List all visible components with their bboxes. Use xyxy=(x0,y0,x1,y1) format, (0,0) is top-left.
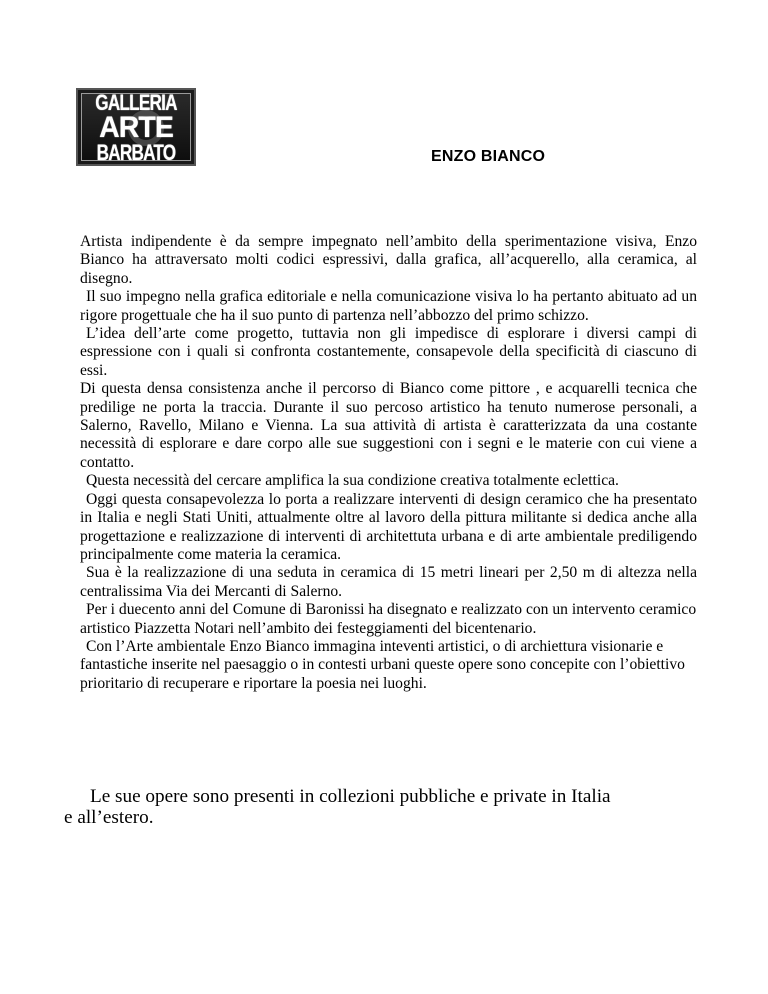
paragraph-9: Con l’Arte ambientale Enzo Bianco immagina inteventi artistici, o di archiettura visionarie e fantastiche inserite nel paesaggio o in contesti urbani queste opere sono concepite con l’obiettivo prioritario di recuperare e riportare la poesia nei luoghi. xyxy=(80,637,685,692)
paragraph-6: Oggi questa consapevolezza lo porta a realizzare interventi di design ceramico che ha presentato in Italia e negli Stati Uniti, attualmente oltre al lavoro della pittura militante si dedica anche alla progettazione e realizzazione di interventi di architettuta urbana e di arte ambientale prediligendo principalmente come materia la ceramica. xyxy=(80,490,697,563)
closing-statement xyxy=(64,786,704,828)
page-title: ENZO BIANCO xyxy=(431,148,546,165)
paragraph-4: Di questa densa consistenza anche il percorso di Bianco come pittore , e acquarelli tecnica che predilige ne porta la traccia. Durante il suo percoso artistico ha tenuto numerose personali, a Salerno, Ravello, Milano e Vienna. La sua attività di artista è caratterizzata da una costante necessità di esplorare e dare corpo alle sue suggestioni con i segni e le materie con cui viene a contatto. xyxy=(80,380,697,471)
paragraph-2: Il suo impegno nella grafica editoriale e nella comunicazione visiva lo ha pertanto abituato ad un rigore progettuale che ha il suo punto di partenza nell’abbozzo del primo schizzo. xyxy=(80,288,697,324)
paragraph-5: Questa necessità del cercare amplifica la sua condizione creativa totalmente eclettica. xyxy=(86,472,619,490)
paragraph-3: L’idea dell’arte come progetto, tuttavia non gli impedisce di esplorare i diversi campi di espressione con i quali si confronta costantemente, consapevole della specificità di ciascuno di essi. xyxy=(80,325,697,379)
closing-line-1: Le sue opere sono presenti in collezioni pubbliche e private in Italia xyxy=(90,786,611,807)
logo-line-barbato: BARBATO xyxy=(96,140,176,165)
paragraph-1: Artista indipendente è da sempre impegnato nell’ambito della sperimentazione visiva, Enzo Bianco ha attraversato molti codici espressivi, dalla grafica, all’acquerello, alla ceramica, al disegno. xyxy=(80,233,697,287)
logo-line-arte: ARTE xyxy=(99,111,173,144)
paragraph-8: Per i duecento anni del Comune di Baronissi ha disegnato e realizzato con un intervento ceramico artistico Piazzetta Notari nell’ambito dei festeggiamenti del bicentenario. xyxy=(80,601,697,637)
biography-text xyxy=(80,233,697,693)
logo-line-galleria: GALLERIA xyxy=(95,90,177,115)
closing-line-2: e all’estero. xyxy=(64,807,154,828)
paragraph-7: Sua è la realizzazione di una seduta in ceramica di 15 metri lineari per 2,50 m di altezza nella centralissima Via dei Mercanti di Salerno. xyxy=(80,564,697,600)
